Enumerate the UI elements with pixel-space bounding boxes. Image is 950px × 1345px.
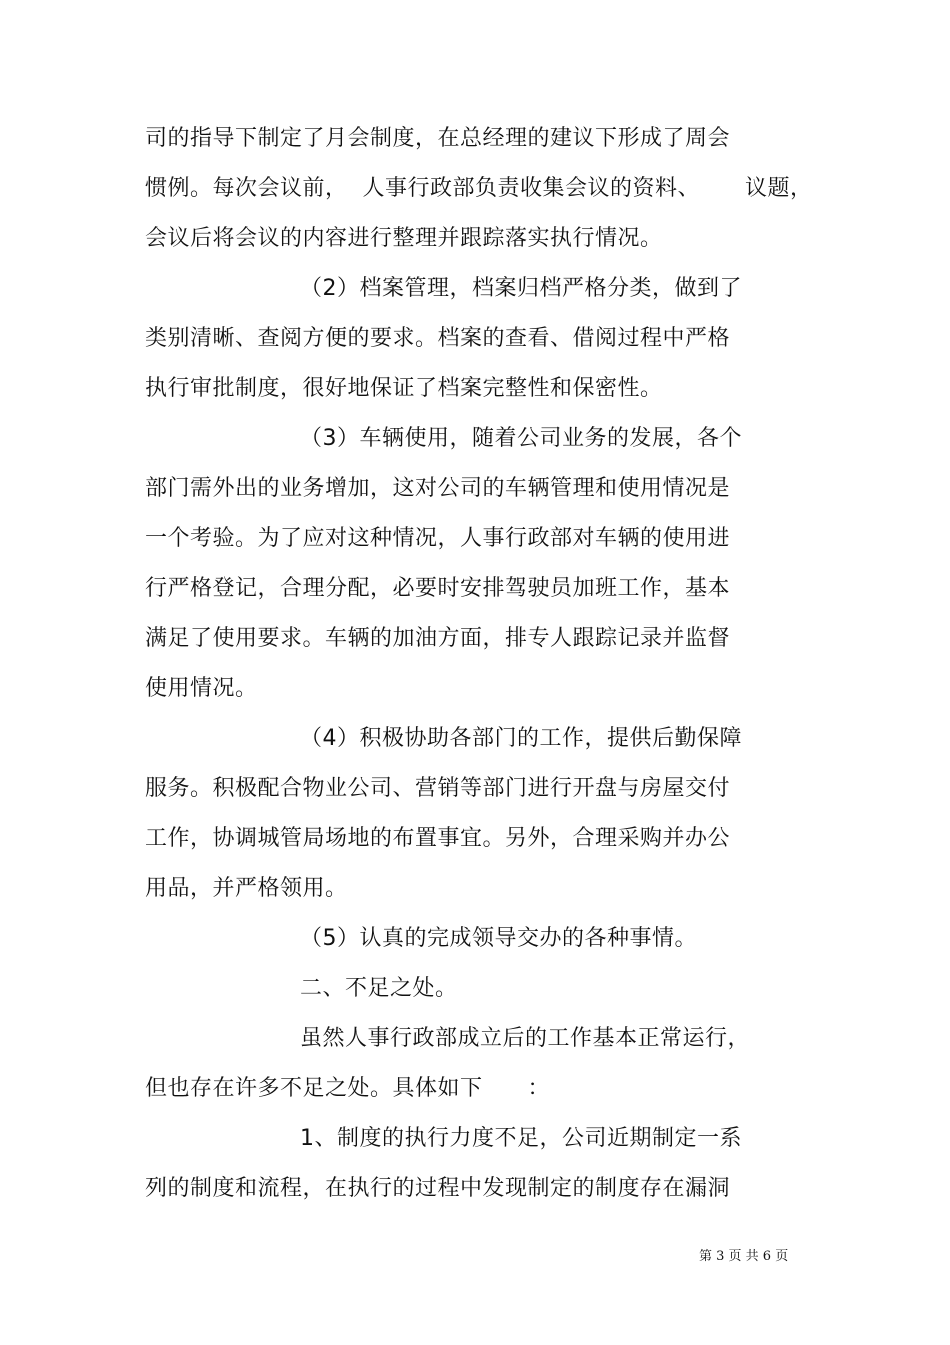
- paragraph-start-line: （5）认真的完成领导交办的各种事情。: [300, 926, 697, 951]
- text-line: 部门需外出的业务增加，这对公司的车辆管理和使用情况是: [145, 476, 731, 501]
- text-line: 列的制度和流程，在执行的过程中发现制定的制度存在漏洞: [145, 1176, 731, 1201]
- section-heading: 二、不足之处。: [300, 976, 458, 1001]
- text-line: 行严格登记，合理分配，必要时安排驾驶员加班工作，基本: [145, 576, 731, 601]
- text-line: 会议后将会议的内容进行整理并跟踪落实执行情况。: [145, 226, 663, 251]
- paragraph-start-line: 虽然人事行政部成立后的工作基本正常运行，: [300, 1026, 751, 1051]
- text-line: 司的指导下制定了月会制度，在总经理的建议下形成了周会: [145, 126, 731, 151]
- paragraph-start-line: （3）车辆使用，随着公司业务的发展，各个: [300, 426, 742, 451]
- text-line: 用品，并严格领用。: [145, 876, 348, 901]
- text-line: 工作，协调城管局场地的布置事宜。另外，合理采购并办公: [145, 826, 731, 851]
- paragraph-start-line: （2）档案管理，档案归档严格分类，做到了: [300, 276, 742, 301]
- paragraph-start-line: （4）积极协助各部门的工作，提供后勤保障: [300, 726, 742, 751]
- text-line: 服务。积极配合物业公司、营销等部门进行开盘与房屋交付: [145, 776, 731, 801]
- text-line: 满足了使用要求。车辆的加油方面，排专人跟踪记录并监督: [145, 626, 731, 651]
- text-line: 类别清晰、查阅方便的要求。档案的查看、借阅过程中严格: [145, 326, 731, 351]
- text-line: 一个考验。为了应对这种情况，人事行政部对车辆的使用进: [145, 526, 731, 551]
- text-line: 执行审批制度，很好地保证了档案完整性和保密性。: [145, 376, 663, 401]
- text-line: 但也存在许多不足之处。具体如下 ：: [145, 1076, 550, 1101]
- page-number-footer: 第 3 页 共 6 页: [699, 1249, 789, 1264]
- text-line: 惯例。每次会议前， 人事行政部负责收集会议的资料、 议题，: [145, 176, 813, 201]
- text-line: 使用情况。: [145, 676, 258, 701]
- paragraph-start-line: 1、制度的执行力度不足，公司近期制定一系: [300, 1126, 742, 1151]
